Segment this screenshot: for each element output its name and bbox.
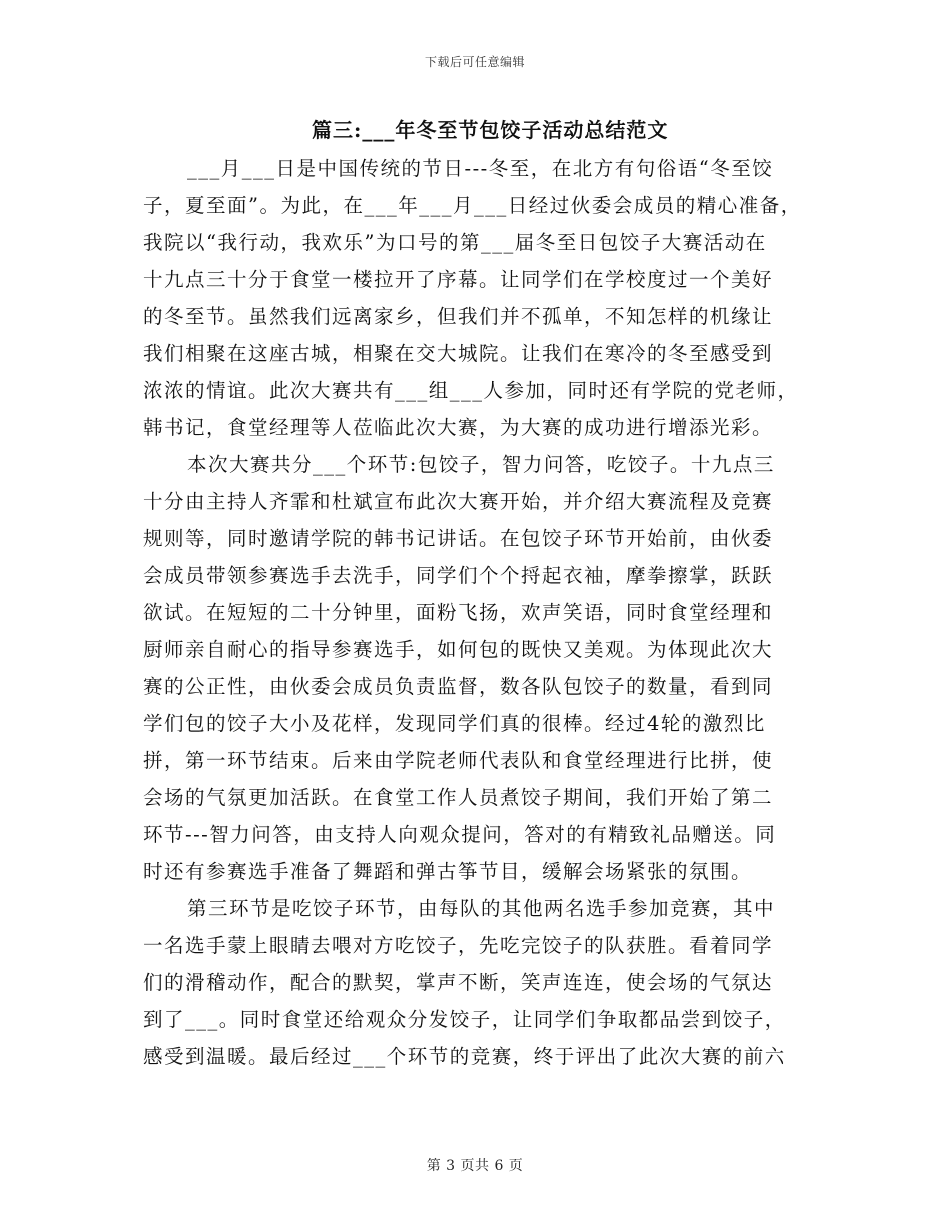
paragraph-line: 学们包的饺子大小及花样，发现同学们真的很棒。经过4轮的激烈比 [143, 712, 766, 735]
paragraph-line: 欲试。在短短的二十分钟里，面粉飞扬，欢声笑语，同时食堂经理和 [143, 601, 774, 624]
paragraph-line: 感受到温暖。最后经过___个环节的竞赛，终于评出了此次大赛的前六 [143, 1045, 786, 1068]
paragraph-line: 第三环节是吃饺子环节，由每队的其他两名选手参加竞赛，其中 [187, 897, 776, 920]
paragraph-line: 十九点三十分于食堂一楼拉开了序幕。让同学们在学校度过一个美好 [143, 268, 774, 291]
page-number: 第 3 页共 6 页 [426, 1158, 524, 1174]
paragraph-line: 子，夏至面”。为此，在___年___月___日经过伙委会成员的精心准备， [143, 194, 802, 217]
paragraph-line: 本次大赛共分___个环节:包饺子，智力问答，吃饺子。十九点三 [187, 453, 775, 476]
paragraph-line: 环节---智力问答，由支持人向观众提问，答对的有精致礼品赠送。同 [143, 823, 777, 846]
paragraph-line: 时还有参赛选手准备了舞蹈和弹古筝节目，缓解会场紧张的氛围。 [143, 860, 753, 883]
paragraph-line: 我们相聚在这座古城，相聚在交大城院。让我们在寒冷的冬至感受到 [143, 342, 774, 365]
paragraph-line: 十分由主持人齐霏和杜斌宣布此次大赛开始，并介绍大赛流程及竞赛 [143, 490, 774, 513]
document-body [143, 150, 815, 1075]
paragraph-line: 们的滑稽动作，配合的默契，掌声不断，笑声连连，使会场的气氛达 [143, 971, 774, 994]
paragraph-line: 赛的公正性，由伙委会成员负责监督，数各队包饺子的数量，看到同 [143, 675, 774, 698]
paragraph-line: 浓浓的情谊。此次大赛共有___组___人参加，同时还有学院的党老师， [143, 379, 799, 402]
paragraph-line: 会成员带领参赛选手去洗手，同学们个个捋起衣袖，摩拳擦掌，跃跃 [143, 564, 774, 587]
paragraph-line: 的冬至节。虽然我们远离家乡，但我们并不孤单，不知怎样的机缘让 [143, 305, 774, 328]
page-header-note: 下载后可任意编辑 [424, 55, 525, 69]
paragraph-line: 拼，第一环节结束。后来由学院老师代表队和食堂经理进行比拼，使 [143, 749, 774, 772]
paragraph-line: 会场的气氛更加活跃。在食堂工作人员煮饺子期间，我们开始了第二 [143, 786, 774, 809]
paragraph-line: 到了___。同时食堂还给观众分发饺子，让同学们争取都品尝到饺子， [143, 1008, 786, 1031]
paragraph-line: 规则等，同时邀请学院的韩书记讲话。在包饺子环节开始前，由伙委 [143, 527, 774, 550]
paragraph-line: ___月___日是中国传统的节日---冬至，在北方有句俗语“冬至饺 [187, 157, 774, 180]
document-title: 篇三:___年冬至节包饺子活动总结范文 [312, 118, 669, 142]
paragraph-line: 我院以“我行动，我欢乐”为口号的第___届冬至日包饺子大赛活动在 [143, 231, 767, 254]
paragraph-line: 厨师亲自耐心的指导参赛选手，如何包的既快又美观。为体现此次大 [143, 638, 774, 661]
paragraph-line: 一名选手蒙上眼睛去喂对方吃饺子，先吃完饺子的队获胜。看着同学 [143, 934, 774, 957]
paragraph-line: 韩书记，食堂经理等人莅临此次大赛，为大赛的成功进行增添光彩。 [143, 416, 774, 439]
